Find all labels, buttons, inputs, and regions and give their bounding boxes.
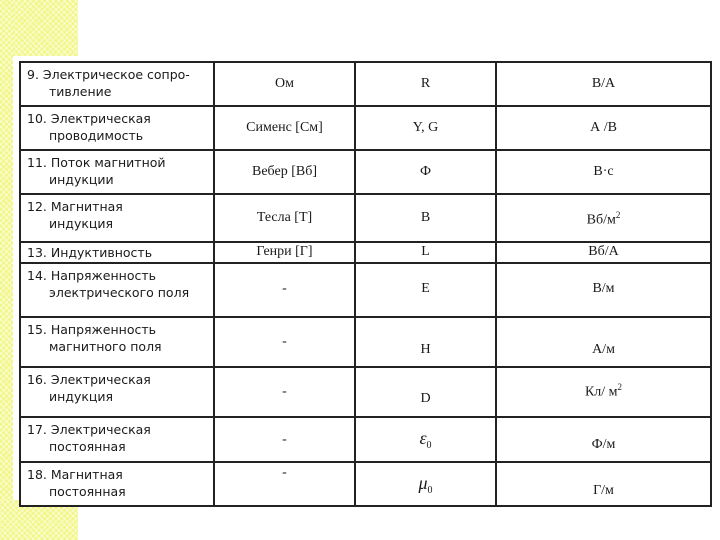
- table-row: [20, 263, 711, 317]
- quantity-name: 14. Напряженность: [27, 268, 157, 283]
- table-row: [20, 242, 711, 263]
- symbol: R: [420, 76, 431, 91]
- quantity-name: 15. Напряженность: [27, 322, 157, 337]
- units-table: [19, 61, 712, 507]
- symbol: L: [421, 244, 430, 259]
- quantity-name-cell: [20, 317, 214, 367]
- unit-name-cell: [214, 242, 355, 263]
- table-row: [20, 462, 711, 506]
- unit-cell: [496, 317, 711, 367]
- symbol-cell: [355, 150, 496, 194]
- unit-cell: [496, 263, 711, 317]
- quantity-name-cell: [20, 462, 214, 506]
- unit-name-cell: [214, 263, 355, 317]
- unit: В·с: [593, 164, 614, 179]
- unit-name-cell: [214, 462, 355, 506]
- unit-cell: [496, 106, 711, 150]
- quantity-name-cell: [20, 263, 214, 317]
- quantity-name-cont: проводимость: [49, 128, 144, 143]
- symbol: Е: [421, 281, 430, 296]
- unit: Г/м: [593, 483, 614, 498]
- table-row: [20, 417, 711, 462]
- unit-cell: [496, 62, 711, 106]
- decorative-pattern-left: [0, 0, 13, 540]
- unit: В/А: [591, 76, 616, 91]
- unit-name: Тесла [Т]: [256, 210, 313, 225]
- unit-superscript: 2: [615, 210, 621, 220]
- quantity-name-cont: индукция: [49, 389, 114, 404]
- quantity-name-cell: [20, 194, 214, 242]
- quantity-name: 18. Магнитная: [27, 467, 123, 482]
- unit-name-cell: [214, 106, 355, 150]
- symbol-cell: [355, 106, 496, 150]
- unit-superscript: 2: [617, 382, 623, 392]
- symbol-subscript: 0: [427, 484, 433, 496]
- unit-name-cell: [214, 317, 355, 367]
- unit-name-cell: [214, 417, 355, 462]
- unit-name-cell: [214, 194, 355, 242]
- symbol-cell: [355, 367, 496, 417]
- unit-name: -: [282, 465, 287, 480]
- quantity-name-cell: [20, 367, 214, 417]
- symbol: D: [420, 391, 431, 406]
- quantity-name: 9. Электрическое сопро-: [27, 67, 190, 82]
- unit-name-cell: [214, 367, 355, 417]
- unit: А/м: [592, 342, 615, 357]
- unit-cell: [496, 462, 711, 506]
- quantity-name-cont: электрического поля: [49, 285, 190, 300]
- unit-name: Сименс [См]: [246, 120, 323, 135]
- unit-cell: [496, 417, 711, 462]
- symbol: Y, G: [412, 120, 439, 135]
- symbol-cell: [355, 317, 496, 367]
- unit-name: -: [282, 281, 287, 296]
- unit-cell: [496, 242, 711, 263]
- quantity-name: 13. Индуктивность: [27, 245, 153, 260]
- symbol: ε: [419, 428, 427, 448]
- symbol: В: [420, 210, 431, 225]
- symbol-cell: [355, 62, 496, 106]
- quantity-name-cell: [20, 150, 214, 194]
- unit-name: Вебер [Вб]: [252, 164, 317, 179]
- unit: Вб/А: [588, 244, 619, 259]
- unit: В/м: [592, 281, 615, 296]
- symbol-cell: [355, 263, 496, 317]
- quantity-name-cell: [20, 106, 214, 150]
- unit-name: Ом: [275, 76, 294, 91]
- unit-name: -: [282, 334, 287, 349]
- symbol-subscript: 0: [426, 439, 432, 451]
- quantity-name-cont: индукция: [49, 216, 114, 231]
- quantity-name: 11. Поток магнитной: [27, 155, 166, 170]
- unit-cell: [496, 367, 711, 417]
- unit: А /В: [590, 120, 617, 135]
- table-row: [20, 317, 711, 367]
- quantity-name-cont: магнитного поля: [49, 339, 162, 354]
- quantity-name-cont: постоянная: [49, 439, 126, 454]
- quantity-name-cell: [20, 62, 214, 106]
- quantity-name-cell: [20, 417, 214, 462]
- unit-name: Генри [Г]: [256, 244, 313, 259]
- unit-name: -: [282, 432, 287, 447]
- table-row: [20, 194, 711, 242]
- unit-name-cell: [214, 150, 355, 194]
- quantity-name-cont: индукции: [49, 172, 114, 187]
- quantity-name-cont: постоянная: [49, 484, 126, 499]
- unit-cell: [496, 150, 711, 194]
- unit: Ф/м: [591, 437, 616, 452]
- quantity-name-cont: тивление: [49, 84, 112, 99]
- unit: Кл/ м: [584, 384, 618, 400]
- table-row: [20, 62, 711, 106]
- symbol: μ: [418, 473, 428, 493]
- quantity-name: 10. Электрическая: [27, 111, 151, 126]
- unit: Вб/м: [586, 212, 616, 228]
- symbol-cell: [355, 417, 496, 462]
- symbol-cell: [355, 462, 496, 506]
- unit-name-cell: [214, 62, 355, 106]
- quantity-name: 12. Магнитная: [27, 199, 123, 214]
- quantity-name-cell: [20, 242, 214, 263]
- symbol: Н: [420, 342, 431, 357]
- unit-cell: [496, 194, 711, 242]
- table-row: [20, 367, 711, 417]
- symbol-cell: [355, 194, 496, 242]
- table-row: [20, 150, 711, 194]
- symbol: Ф: [419, 164, 432, 179]
- unit-name: -: [282, 384, 287, 399]
- table-row: [20, 106, 711, 150]
- symbol-cell: [355, 242, 496, 263]
- quantity-name: 17. Электрическая: [27, 422, 151, 437]
- quantity-name: 16. Электрическая: [27, 372, 151, 387]
